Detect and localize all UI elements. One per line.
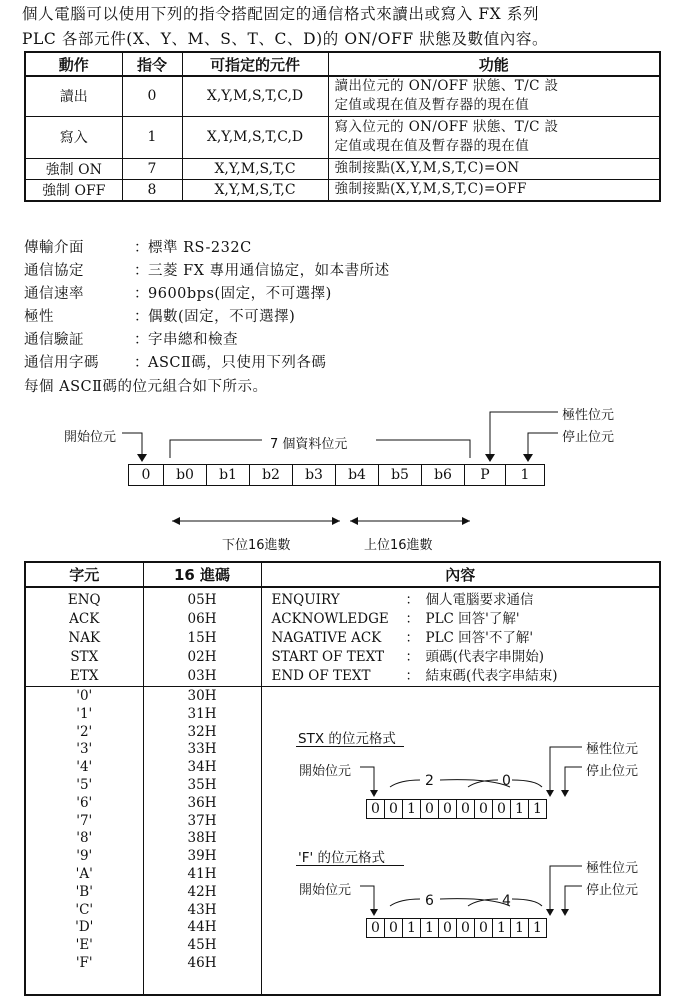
devices-cell: X,Y,M,S,T,C <box>182 179 328 201</box>
low-nibble-label: 下位16進數 <box>222 538 291 553</box>
f-leaders <box>360 861 590 919</box>
control-sep: ： <box>405 611 419 627</box>
action-cell: 強制 ON <box>25 158 122 179</box>
char-value: '3' <box>76 741 93 758</box>
col-header-code: 指令 <box>122 52 182 76</box>
bit-cell: 0 <box>474 919 492 937</box>
spec-key: 通信協定 <box>24 263 84 279</box>
col-header-action: 動作 <box>25 52 122 76</box>
data-bracket-left <box>170 440 262 458</box>
char-value: '9' <box>76 848 93 865</box>
control-hex: 03H <box>187 668 217 684</box>
table-row <box>25 116 660 158</box>
bit-cell: b2 <box>249 465 292 485</box>
command-table <box>24 51 661 202</box>
bit-cell: 0 <box>371 920 380 936</box>
bit-cell: 0 <box>438 919 456 937</box>
spec-item <box>24 305 295 326</box>
control-char: NAK <box>68 630 101 646</box>
char-value: 'C' <box>75 901 94 918</box>
control-sep: ： <box>405 592 419 608</box>
col-header-devices: 可指定的元件 <box>182 52 328 76</box>
spec-value: ASCⅡ碼，只使用下列各碼 <box>148 355 327 371</box>
control-content-line <box>272 648 660 667</box>
devices-cell: X,Y,M,S,T,C,D <box>182 116 328 158</box>
control-hex: 06H <box>187 611 217 627</box>
function-cell <box>328 76 660 116</box>
bit-cell: 0 <box>420 800 438 818</box>
bit-cell: b3 <box>292 465 335 485</box>
devices-cell: X,Y,M,S,T,C <box>182 158 328 179</box>
char-hex: 34H <box>187 759 217 776</box>
command-table-header <box>25 52 660 76</box>
devices-cell: X,Y,M,S,T,C,D <box>182 76 328 116</box>
control-hex: 15H <box>187 630 217 646</box>
control-content-line <box>272 591 660 610</box>
char-hex: 31H <box>187 705 217 722</box>
spec-sep: ： <box>134 332 149 348</box>
bit-cell: b6 <box>421 465 464 485</box>
char-hex: 46H <box>187 954 217 971</box>
control-desc: PLC 回答'不了解' <box>425 630 534 646</box>
high-nibble-label: 上位16進數 <box>364 538 433 553</box>
char-hex: 37H <box>187 812 217 829</box>
control-name: END OF TEXT <box>271 668 371 684</box>
f-low-hex: 6 <box>425 893 434 909</box>
control-desc: 個人電腦要求通信 <box>425 592 534 608</box>
control-char: STX <box>70 649 99 665</box>
spec-value: 標準 RS-232C <box>148 240 252 256</box>
bit-cell: 1 <box>505 465 544 485</box>
stx-bit-row <box>366 799 547 819</box>
char-hex: 45H <box>187 937 217 954</box>
control-sep: ： <box>405 630 419 646</box>
control-desc: PLC 回答'了解' <box>425 611 520 627</box>
char-hex: 43H <box>187 901 217 918</box>
spec-item <box>24 282 332 303</box>
stx-low-hex: 2 <box>425 773 434 789</box>
spec-sep: ： <box>134 263 149 279</box>
char-hex: 33H <box>187 741 217 758</box>
char-value: 'A' <box>75 865 93 882</box>
control-desc: 頭碼(代表字串開始) <box>425 649 545 665</box>
control-name: START OF TEXT <box>271 649 385 665</box>
spec-item <box>24 328 238 349</box>
char-value: '7' <box>76 812 93 829</box>
bit-cell: 0 <box>474 800 492 818</box>
f-stop-label: 停止位元 <box>586 883 639 898</box>
arrow-head <box>172 517 180 525</box>
char-hex: 36H <box>187 794 217 811</box>
stx-parity-label: 極性位元 <box>586 742 639 757</box>
control-char: ETX <box>70 668 99 684</box>
char-hex: 30H <box>187 688 217 704</box>
control-name: ACKNOWLEDGE <box>271 611 389 627</box>
intro-line-2: PLC 各部元件(X、Y、M、S、T、C、D)的 ON/OFF 狀態及數值內容。 <box>22 30 549 48</box>
table-row <box>25 158 660 179</box>
col-header-content: 內容 <box>261 562 660 587</box>
bit-cell: 1 <box>402 919 420 937</box>
control-name: ENQUIRY <box>271 592 340 608</box>
table-row <box>25 76 660 116</box>
stx-format-title: STX 的位元格式 <box>298 731 396 747</box>
spec-key: 傳輸介面 <box>24 240 84 256</box>
stx-leaders <box>360 742 590 800</box>
char-col <box>25 687 143 995</box>
char-value: 'B' <box>75 883 93 900</box>
stop-bit-label: 停止位元 <box>562 430 615 445</box>
function-line: 定值或現在值及暫存器的現在值 <box>334 138 530 154</box>
control-desc: 結束碼(代表字串結束) <box>425 668 558 684</box>
spec-item <box>24 259 390 280</box>
spec-value: 9600bps(固定，不可選擇) <box>148 286 332 302</box>
col-header-char: 字元 <box>25 562 143 587</box>
arrow-head <box>462 517 470 525</box>
spec-value: 字串總和檢查 <box>148 332 238 348</box>
function-cell: 強制接點(X,Y,M,S,T,C)=ON <box>328 158 660 179</box>
arrow-head <box>485 454 495 462</box>
bit-cell: b0 <box>163 465 206 485</box>
control-codes-block <box>25 587 660 687</box>
arrow-head <box>523 454 533 462</box>
bit-note: 每個 ASCⅡ碼的位元組合如下所示。 <box>24 379 268 395</box>
spec-item <box>24 351 326 372</box>
char-value: '5' <box>76 776 93 793</box>
char-hex: 38H <box>187 830 217 847</box>
spec-value: 三菱 FX 專用通信協定，如本書所述 <box>148 263 390 279</box>
code-cell: 1 <box>122 116 182 158</box>
action-cell: 強制 OFF <box>25 179 122 201</box>
char-value: '4' <box>76 759 93 776</box>
bit-cell: 0 <box>384 800 402 818</box>
control-content-line <box>272 667 660 686</box>
spec-key: 通信驗証 <box>24 332 84 348</box>
bit-cell: 0 <box>492 800 510 818</box>
function-line: 定值或現在值及暫存器的現在值 <box>334 97 530 114</box>
arrow-head <box>137 454 147 462</box>
f-format-title: 'F' 的位元格式 <box>298 850 385 866</box>
data-bracket-right <box>376 440 470 458</box>
arrow-head <box>332 517 340 525</box>
bit-cell: 1 <box>510 919 528 937</box>
bit-cell: b4 <box>335 465 378 485</box>
spec-sep: ： <box>134 355 149 371</box>
control-char-col <box>25 587 143 687</box>
code-cell: 7 <box>122 158 182 179</box>
bit-cell: P <box>464 465 505 485</box>
hex-col <box>143 687 261 995</box>
bit-cell: 0 <box>456 800 474 818</box>
bit-cell: b1 <box>206 465 249 485</box>
arrow-head <box>350 517 358 525</box>
char-hex: 41H <box>187 865 217 882</box>
bit-cell: 1 <box>528 919 546 937</box>
char-hex: 42H <box>187 883 217 900</box>
parity-leader <box>490 412 558 458</box>
frame-bit-row <box>128 464 545 486</box>
function-cell <box>328 116 660 158</box>
control-hex: 02H <box>187 649 217 665</box>
f-bit-row <box>366 918 547 938</box>
control-content-line <box>272 610 660 629</box>
char-hex: 44H <box>187 919 217 936</box>
control-content-col <box>261 587 660 687</box>
spec-sep: ： <box>134 240 149 256</box>
control-char: ACK <box>69 611 100 627</box>
char-value: '0' <box>76 688 93 704</box>
function-cell: 強制接點(X,Y,M,S,T,C)=OFF <box>328 179 660 201</box>
spec-value: 偶數(固定，不可選擇) <box>148 309 296 325</box>
control-hex: 05H <box>187 592 217 608</box>
function-line: 寫入位元的 ON/OFF 狀態、T/C 設 <box>334 119 559 135</box>
char-value: '6' <box>76 794 93 811</box>
bit-cell: 0 <box>438 800 456 818</box>
ascii-table-header <box>25 562 660 587</box>
intro-line-1: 個人電腦可以使用下列的指令搭配固定的通信格式來讀出或寫入 FX 系列 <box>22 5 540 23</box>
bit-cell: 1 <box>402 800 420 818</box>
table-row <box>25 179 660 201</box>
stx-high-hex: 0 <box>502 773 511 789</box>
start-bit-label: 開始位元 <box>64 430 117 445</box>
spec-sep: ： <box>134 309 149 325</box>
spec-key: 極性 <box>24 309 54 325</box>
spec-sep: ： <box>134 286 149 302</box>
spec-key: 通信用字碼 <box>24 355 99 371</box>
f-parity-label: 極性位元 <box>586 861 639 876</box>
spec-item <box>24 236 252 257</box>
bit-cell: 0 <box>141 467 151 483</box>
data-bits-label: 7 個資料位元 <box>270 437 348 452</box>
char-value: 'E' <box>75 937 93 954</box>
code-cell: 8 <box>122 179 182 201</box>
bit-cell: 1 <box>510 800 528 818</box>
bit-cell: 1 <box>420 919 438 937</box>
control-name: NAGATIVE ACK <box>271 630 382 646</box>
control-sep: ： <box>405 649 419 665</box>
stx-stop-label: 停止位元 <box>586 764 639 779</box>
action-cell: 讀出 <box>25 76 122 116</box>
parity-bit-label: 極性位元 <box>562 408 615 423</box>
action-cell: 寫入 <box>25 116 122 158</box>
char-value: 'F' <box>75 954 93 971</box>
f-start-label: 開始位元 <box>299 883 352 898</box>
char-hex: 32H <box>187 723 217 740</box>
control-hex-col <box>143 587 261 687</box>
char-hex: 35H <box>187 776 217 793</box>
control-content-line <box>272 629 660 648</box>
bit-cell: 0 <box>371 801 380 817</box>
code-cell: 0 <box>122 76 182 116</box>
bit-cell: 1 <box>528 800 546 818</box>
stx-start-label: 開始位元 <box>299 764 352 779</box>
function-line: 讀出位元的 ON/OFF 狀態、T/C 設 <box>334 78 559 95</box>
bit-cell: 1 <box>492 919 510 937</box>
control-char: ENQ <box>67 592 101 608</box>
char-value: 'D' <box>75 919 94 936</box>
char-value: '1' <box>76 705 93 722</box>
char-hex: 39H <box>187 848 217 865</box>
char-value: '2' <box>76 723 93 740</box>
bit-cell: 0 <box>456 919 474 937</box>
bit-cell: b5 <box>378 465 421 485</box>
control-sep: ： <box>405 668 419 684</box>
col-header-hex: 16 進碼 <box>143 562 261 587</box>
f-high-hex: 4 <box>502 893 511 909</box>
bit-cell: 0 <box>384 919 402 937</box>
spec-key: 通信速率 <box>24 286 84 302</box>
col-header-function: 功能 <box>328 52 660 76</box>
char-value: '8' <box>76 830 93 847</box>
